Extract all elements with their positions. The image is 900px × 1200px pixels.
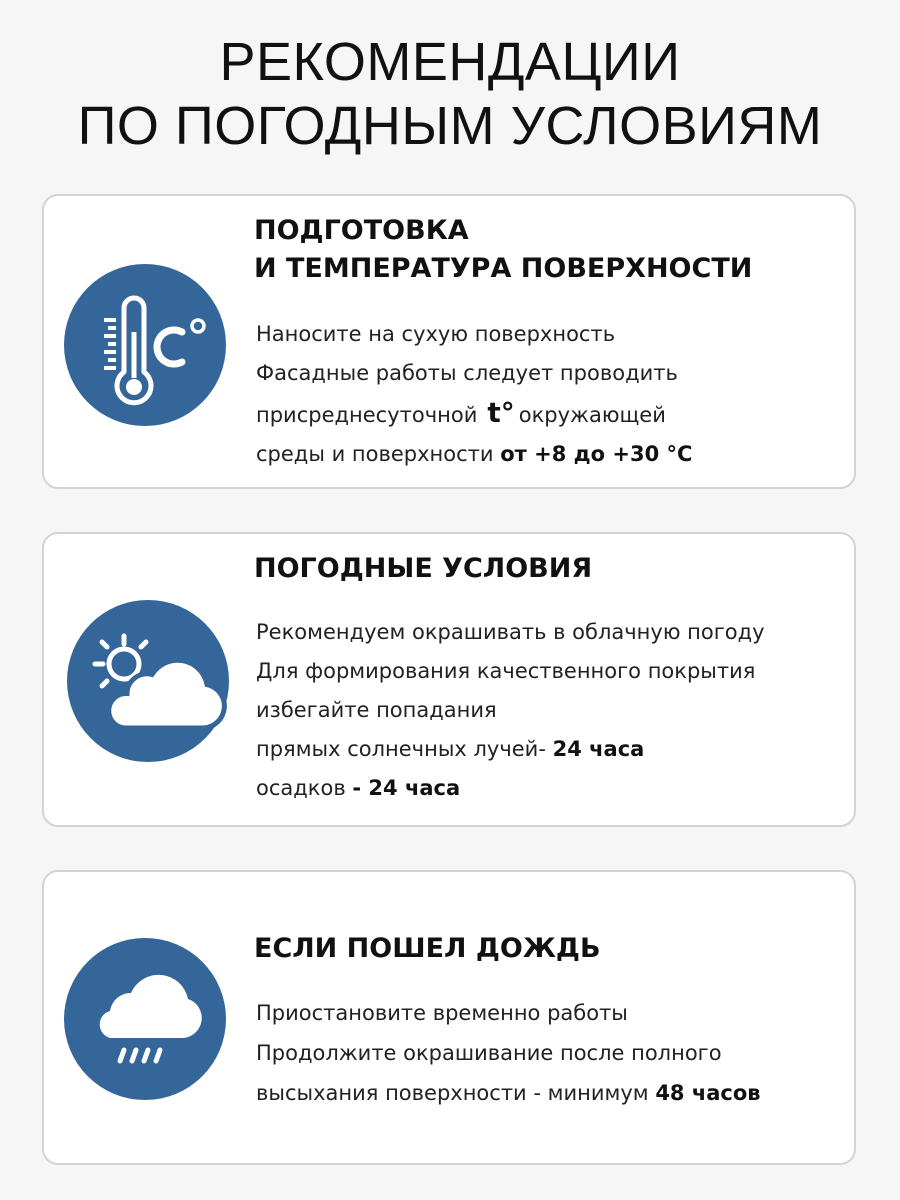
- card-weather-conditions: [42, 532, 856, 827]
- body-line: Продолжите окрашивание после полного: [256, 1041, 722, 1065]
- body-line: Рекомендуем окрашивать в облачную погоду: [256, 620, 765, 644]
- page-title-line-2: ПО ПОГОДНЫМ УСЛОВИЯМ: [77, 96, 823, 156]
- rain-cloud-icon: [64, 938, 226, 1100]
- body-line-drying: [256, 1073, 761, 1113]
- card-heading-line-2: И ТЕМПЕРАТУРА ПОВЕРХНОСТИ: [254, 253, 753, 284]
- body-line-text: окружающей: [518, 403, 666, 427]
- body-line-text: среды и поверхности: [256, 442, 494, 466]
- card-if-rain: [42, 870, 856, 1165]
- body-line: Приостановите временно работы: [256, 1001, 628, 1025]
- card-heading: ПОГОДНЫЕ УСЛОВИЯ: [254, 553, 593, 584]
- card-heading: ЕСЛИ ПОШЕЛ ДОЖДЬ: [254, 933, 601, 964]
- body-line-text: высыхания поверхности - минимум: [256, 1081, 649, 1105]
- temperature-range-value: от +8 до +30 °С: [500, 442, 693, 466]
- body-line-range: [256, 435, 692, 474]
- sun-duration-value: 24 часа: [552, 737, 645, 761]
- thermometer-celsius-icon: [64, 264, 226, 426]
- page-title: [0, 30, 900, 158]
- precipitation-duration-value: - 24 часа: [352, 776, 461, 800]
- body-line-text: осадков: [256, 776, 346, 800]
- body-line: Для формирования качественного покрытия: [256, 659, 756, 683]
- card-heading: [254, 212, 752, 288]
- body-line-temperature: [256, 393, 692, 435]
- card-body: [256, 315, 692, 474]
- sun-cloud-icon: [67, 600, 229, 762]
- temperature-symbol: t°: [487, 396, 515, 429]
- card-surface-temperature: [42, 194, 856, 489]
- body-line-sun: [256, 730, 765, 769]
- drying-duration-value: 48 часов: [655, 1081, 761, 1105]
- card-body: [256, 613, 765, 808]
- page-title-line-1: РЕКОМЕНДАЦИИ: [219, 32, 681, 92]
- body-line: Наносите на сухую поверхность: [256, 322, 616, 346]
- body-line-text: прямых солнечных лучей-: [256, 737, 546, 761]
- body-line: избегайте попадания: [256, 698, 497, 722]
- body-line-precipitation: [256, 769, 765, 808]
- card-heading-line-1: ПОДГОТОВКА: [254, 215, 469, 246]
- body-line: Фасадные работы следует проводить: [256, 361, 678, 385]
- body-line-text: присреднесуточной: [256, 403, 478, 427]
- card-body: [256, 993, 761, 1113]
